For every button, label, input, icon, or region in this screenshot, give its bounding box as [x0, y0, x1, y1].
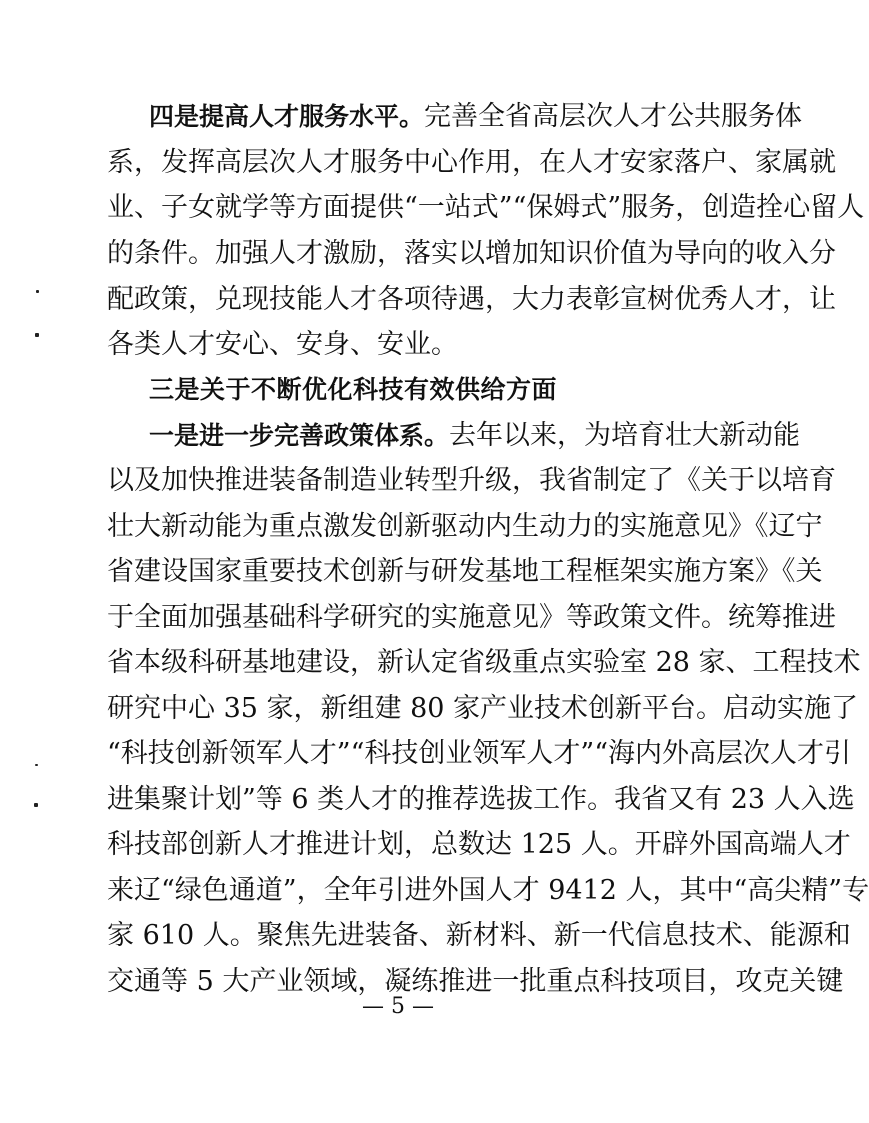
paragraph-2-line-11: 来辽“绿色通道”，全年引进外国人才 9412 人，其中“高尖精”专 [107, 875, 869, 906]
scan-mark-1 [36, 290, 39, 293]
paragraph-2-line-10: 科技部创新人才推进计划，总数达 125 人。开辟外国高端人才 [107, 829, 851, 860]
paragraph-2-line-3: 壮大新动能为重点激发创新驱动内生动力的实施意见》《辽宁 [107, 511, 823, 542]
paragraph-2-line-13: 交通等 5 大产业领域，凝练推进一批重点科技项目，攻克关键 [107, 966, 844, 997]
paragraph-1-line-6: 各类人才安心、安身、安业。 [107, 329, 458, 360]
paragraph-2-line-4: 省建设国家重要技术创新与研发基地工程框架实施方案》《关 [107, 556, 823, 587]
paragraph-2-line-1-text: 去年以来，为培育壮大新动能 [449, 420, 801, 451]
section-heading: 三是关于不断优化科技有效供给方面 [149, 375, 558, 404]
paragraph-1-line-2: 系，发挥高层次人才服务中心作用，在人才安家落户、家属就 [107, 147, 836, 178]
paragraph-2-line-9: 进集聚计划”等 6 类人才的推荐选拔工作。我省又有 23 人入选 [107, 784, 855, 815]
paragraph-2-line-2: 以及加快推进装备制造业转型升级，我省制定了《关于以培育 [107, 465, 836, 496]
scan-mark-4 [34, 803, 38, 807]
scan-mark-3 [35, 764, 38, 766]
paragraph-2-line-7: 研究中心 35 家，新组建 80 家产业技术创新平台。启动实施了 [107, 693, 859, 724]
page-number: — 5 — [362, 994, 434, 1019]
paragraph-1-emphasis: 四是提高人才服务水平。 [149, 102, 425, 131]
paragraph-2-line-6: 省本级科研基地建设，新认定省级重点实验室 28 家、工程技术 [107, 647, 861, 678]
paragraph-2-line-12: 家 610 人。聚焦先进装备、新材料、新一代信息技术、能源和 [107, 920, 851, 951]
paragraph-2-line-5: 于全面加强基础科学研究的实施意见》等政策文件。统筹推进 [107, 602, 836, 633]
paragraph-1-line-4: 的条件。加强人才激励，落实以增加知识价值为导向的收入分 [107, 238, 836, 269]
paragraph-2-line-8: “科技创新领军人才”“科技创业领军人才”“海内外高层次人才引 [107, 738, 852, 769]
paragraph-1-line-5: 配政策，兑现技能人才各项待遇，大力表彰宣树优秀人才，让 [107, 284, 836, 315]
paragraph-1-line-1-text: 完善全省高层次人才公共服务体 [424, 101, 803, 132]
scan-mark-2 [35, 333, 39, 337]
paragraph-1-line-1 [149, 97, 803, 137]
paragraph-2-line-1 [149, 416, 801, 456]
paragraph-2-emphasis: 一是进一步完善政策体系。 [149, 421, 450, 450]
paragraph-1-line-3: 业、子女就学等方面提供“一站式”“保姆式”服务，创造拴心留人 [107, 192, 865, 223]
